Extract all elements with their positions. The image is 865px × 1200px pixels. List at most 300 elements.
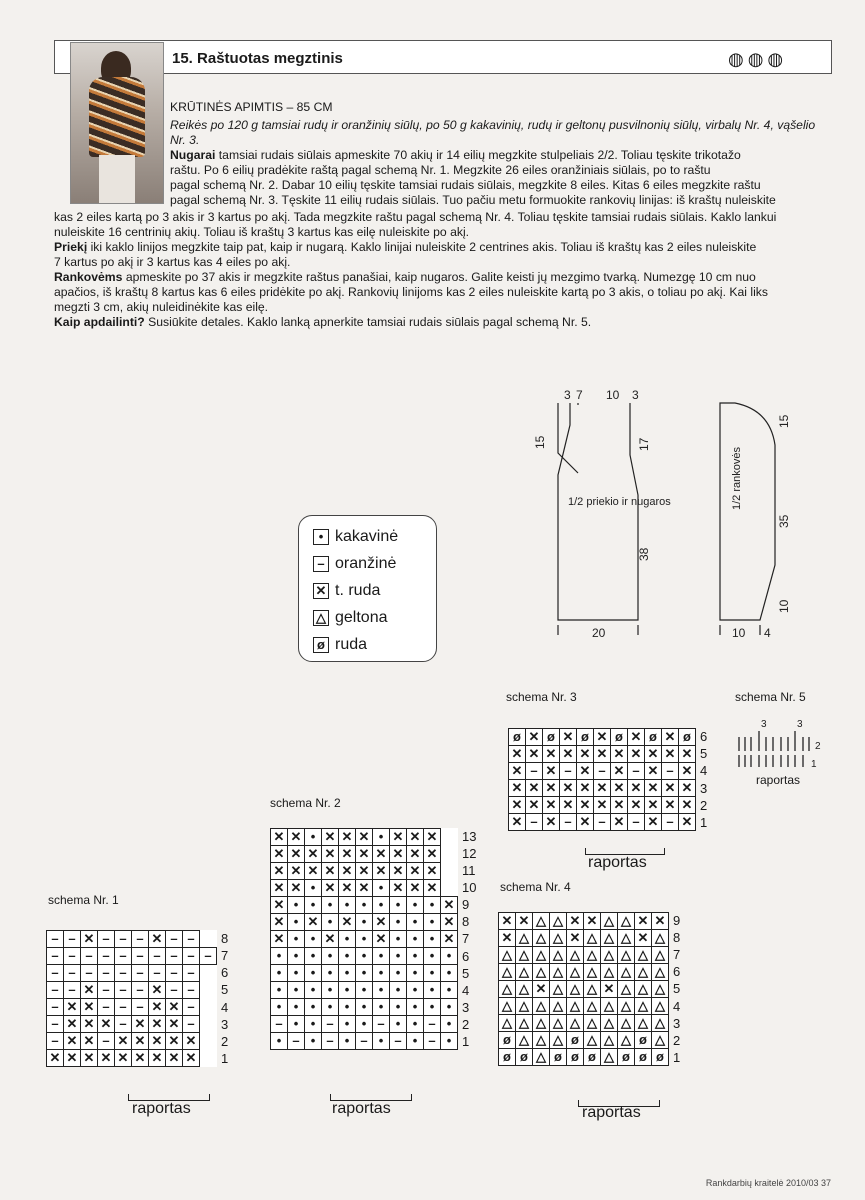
stitch-cell: △ [516, 930, 533, 947]
stitch-cell: ✕ [509, 814, 526, 831]
stitch-cell: • [373, 880, 390, 897]
stitch-cell: ✕ [424, 846, 441, 863]
legend-item [313, 555, 396, 573]
stitch-cell: ✕ [567, 930, 584, 947]
stitch-cell: – [373, 1016, 390, 1033]
stitch-cell: • [322, 982, 339, 999]
stitch-cell: – [47, 948, 64, 965]
stitch-cell: – [64, 965, 81, 982]
stitch-cell: – [424, 1016, 441, 1033]
stitch-cell: – [628, 763, 645, 780]
stitch-cell: • [390, 999, 407, 1016]
stitch-cell: ✕ [662, 746, 679, 763]
row-number: 7 [221, 948, 229, 964]
row-number: 4 [700, 763, 708, 779]
stitch-cell: • [390, 965, 407, 982]
dim-width: 20 [592, 626, 606, 640]
stitch-cell: ✕ [356, 829, 373, 846]
stitch-cell: ✕ [441, 897, 458, 914]
grid-row [499, 913, 669, 930]
s1-table [46, 930, 217, 1067]
schema1-raportas: raportas [132, 1100, 191, 1117]
schema3-raportas: raportas [588, 854, 647, 871]
stitch-cell: ✕ [611, 763, 628, 780]
stitch-cell: • [441, 982, 458, 999]
stitch-cell: – [271, 1016, 288, 1033]
stitch-cell: • [339, 1033, 356, 1050]
row-number: 6 [673, 964, 681, 980]
stitch-cell: ø [567, 1049, 584, 1066]
stitch-cell: ✕ [645, 780, 662, 797]
stitch-cell: • [288, 982, 305, 999]
stitch-cell: • [271, 948, 288, 965]
stitch-cell: ✕ [132, 1050, 149, 1067]
stitch-cell: • [339, 897, 356, 914]
stitch-cell: • [288, 999, 305, 1016]
stitch-cell: ✕ [543, 797, 560, 814]
stitch-cell: – [149, 965, 166, 982]
grid-row [47, 1033, 217, 1050]
schema4-raportas: raportas [582, 1104, 641, 1121]
stitch-cell: – [47, 965, 64, 982]
stitch-cell: – [356, 1033, 373, 1050]
stitch-cell: • [305, 1033, 322, 1050]
stitch-cell: • [322, 948, 339, 965]
stitch-cell: △ [550, 930, 567, 947]
stitch-cell: • [424, 931, 441, 948]
stitch-cell: △ [584, 998, 601, 1015]
back-text-1: tamsiai rudais siūlais apmeskite 70 akių ir 14 eilių megzkite stulpeliais 2/2. Toliau tęskite trikotažo [218, 148, 741, 162]
grid-row [499, 964, 669, 981]
size-line: KRŪTINĖS APIMTIS – 85 CM [170, 100, 333, 114]
row-number: 3 [673, 1015, 681, 1031]
stitch-cell: ✕ [271, 897, 288, 914]
body-text [54, 210, 830, 330]
stitch-cell: ✕ [47, 1050, 64, 1067]
stitch-cell: – [424, 1033, 441, 1050]
sleeve-piece-label: 1/2 rankovės [731, 447, 743, 510]
stitch-cell: • [424, 948, 441, 965]
stitch-cell: • [373, 948, 390, 965]
stitch-cell: ✕ [373, 863, 390, 880]
stitch-cell: ✕ [560, 797, 577, 814]
stitch-cell: • [390, 914, 407, 931]
stitch-cell: △ [601, 930, 618, 947]
front-paragraph [54, 240, 830, 255]
stitch-cell: △ [584, 981, 601, 998]
stitch-cell: ✕ [339, 880, 356, 897]
stitch-cell: △ [601, 964, 618, 981]
grid-row [271, 999, 458, 1016]
row-number: 8 [221, 931, 229, 946]
grid-row [499, 1049, 669, 1066]
stitch-cell: △ [652, 930, 669, 947]
stitch-cell: △ [652, 1015, 669, 1032]
stitch-cell: ✕ [149, 1050, 166, 1067]
stitch-cell: ✕ [441, 914, 458, 931]
stitch-cell: – [115, 931, 132, 948]
row-number: 3 [462, 999, 470, 1015]
grid-row [509, 780, 696, 797]
stitch-cell: △ [499, 947, 516, 964]
grid-row [271, 1016, 458, 1033]
stitch-cell: ✕ [81, 931, 98, 948]
grid-row [47, 931, 217, 948]
stitch-cell: ✕ [81, 1050, 98, 1067]
row-number: 5 [673, 981, 681, 997]
stitch-cell: • [339, 982, 356, 999]
stitch-cell: ✕ [166, 1016, 183, 1033]
stitch-cell: ✕ [356, 846, 373, 863]
stitch-cell: • [356, 1016, 373, 1033]
stitch-cell: ✕ [526, 729, 543, 746]
stitch-cell: – [183, 1016, 200, 1033]
grid-row [47, 1016, 217, 1033]
stitch-cell: • [322, 999, 339, 1016]
article-title: 15. Raštuotas megztinis [172, 50, 343, 67]
stitch-cell: ✕ [149, 999, 166, 1016]
stitch-cell: • [373, 897, 390, 914]
stitch-cell: ✕ [679, 780, 696, 797]
row-number: 5 [700, 746, 708, 762]
stitch-cell: ø [499, 1032, 516, 1049]
body-line: iki kaklo linijos megzkite taip pat, kaip ir nugarą. Kaklo linijai nuleiskite 2 centrines akis. Toliau iš kraštų kas 2 eiles nuleiskite [90, 240, 757, 254]
stitch-cell: △ [550, 913, 567, 930]
stitch-cell: ✕ [339, 829, 356, 846]
stitch-cell: • [356, 931, 373, 948]
stitch-cell: ø [679, 729, 696, 746]
stitch-cell: ✕ [424, 880, 441, 897]
stitch-cell: • [356, 965, 373, 982]
stitch-cell: ✕ [98, 1050, 115, 1067]
cross-icon: ✕ [313, 583, 329, 599]
stitch-cell: ✕ [64, 1016, 81, 1033]
row-number: 8 [673, 930, 681, 946]
stitch-cell: • [356, 982, 373, 999]
stitch-cell: • [322, 965, 339, 982]
stitch-cell: ✕ [594, 780, 611, 797]
stitch-cell: △ [516, 1015, 533, 1032]
s4-table [498, 912, 669, 1066]
stitch-cell: ø [516, 1049, 533, 1066]
schema5-sup: 3 [797, 719, 803, 730]
model-photo [70, 42, 164, 204]
stitch-cell: – [390, 1033, 407, 1050]
stitch-cell: △ [567, 964, 584, 981]
row-number: 5 [221, 982, 229, 998]
finish-label: Kaip apdailinti? [54, 315, 145, 329]
stitch-cell: ✕ [64, 1033, 81, 1050]
row-number: 3 [700, 780, 708, 796]
stitch-cell: ✕ [407, 846, 424, 863]
stitch-cell: – [64, 982, 81, 999]
stitch-cell: – [47, 999, 64, 1016]
stitch-cell: ✕ [645, 814, 662, 831]
stitch-cell: △ [533, 913, 550, 930]
dash-icon: – [313, 556, 329, 572]
stitch-cell: △ [516, 1032, 533, 1049]
stitch-cell: – [662, 814, 679, 831]
dim-top-mid: 10 [606, 388, 620, 402]
stitch-cell: ✕ [322, 863, 339, 880]
stitch-cell: △ [618, 913, 635, 930]
stitch-cell: ✕ [628, 780, 645, 797]
sleeves-paragraph [54, 270, 830, 285]
stitch-cell: – [288, 1033, 305, 1050]
grid-row [271, 1033, 458, 1050]
stitch-cell: – [132, 931, 149, 948]
stitch-cell: – [47, 1016, 64, 1033]
stitch-cell: ✕ [594, 729, 611, 746]
stitch-cell: • [424, 965, 441, 982]
stitch-cell: – [560, 763, 577, 780]
stitch-cell: ✕ [390, 863, 407, 880]
stitch-cell: ✕ [115, 1050, 132, 1067]
stitch-cell: ✕ [407, 880, 424, 897]
stitch-cell: • [373, 1033, 390, 1050]
stitch-cell: • [356, 897, 373, 914]
stitch-cell: ø [618, 1049, 635, 1066]
stitch-cell: ✕ [339, 846, 356, 863]
stitch-cell: ✕ [288, 880, 305, 897]
back-text-3: pagal schemą Nr. 2. Dabar 10 eilių tęskite tamsiai rudais siūlais, megzkite 8 eiles. Kitas 6 eiles megzkite raštu [170, 178, 761, 192]
schema2-raportas: raportas [332, 1100, 391, 1117]
stitch-cell: ✕ [183, 1050, 200, 1067]
stitch-cell: ✕ [322, 931, 339, 948]
stitch-cell: – [628, 814, 645, 831]
stitch-cell: • [441, 965, 458, 982]
sleeve-dim-top: 15 [777, 414, 791, 428]
stitch-cell: △ [635, 998, 652, 1015]
stitch-cell: ✕ [611, 814, 628, 831]
row-number: 7 [673, 947, 681, 963]
stitch-cell: • [271, 999, 288, 1016]
stitch-cell: ✕ [166, 999, 183, 1016]
row-number: 6 [221, 965, 229, 981]
grid-row [47, 982, 217, 999]
stitch-cell: ✕ [356, 863, 373, 880]
stitch-cell: ø [584, 1049, 601, 1066]
stitch-cell: △ [550, 1015, 567, 1032]
stitch-cell: △ [567, 1015, 584, 1032]
row-number: 6 [700, 729, 708, 744]
stitch-cell: – [115, 948, 132, 965]
stitch-cell: • [424, 982, 441, 999]
stitch-cell: • [373, 982, 390, 999]
color-legend [298, 515, 437, 662]
stitch-cell: ✕ [577, 746, 594, 763]
row-number: 13 [462, 829, 477, 844]
stitch-cell: ✕ [322, 846, 339, 863]
stitch-cell: △ [533, 964, 550, 981]
row-number: 9 [462, 897, 470, 913]
stitch-cell: • [407, 1033, 424, 1050]
stitch-cell: ✕ [526, 746, 543, 763]
grid-row [271, 931, 458, 948]
grid-row [271, 863, 458, 880]
dim-top-l: 3 [564, 388, 571, 402]
stitch-cell: ✕ [611, 780, 628, 797]
stitch-cell: • [288, 931, 305, 948]
stitch-cell: ✕ [560, 780, 577, 797]
stitch-cell: • [390, 931, 407, 948]
stitch-cell: – [47, 982, 64, 999]
schema5-raportas: raportas [756, 773, 801, 787]
stitch-cell: • [288, 897, 305, 914]
legend-label: kakavinė [335, 528, 399, 545]
stitch-cell: – [166, 948, 183, 965]
stitch-cell: △ [601, 1032, 618, 1049]
stitch-cell: ✕ [373, 931, 390, 948]
stitch-cell: – [64, 931, 81, 948]
stitch-cell: – [98, 965, 115, 982]
stitch-cell: △ [601, 913, 618, 930]
stitch-cell: ✕ [567, 913, 584, 930]
stitch-cell: ✕ [499, 913, 516, 930]
stitch-cell: △ [618, 930, 635, 947]
grid-row [271, 914, 458, 931]
stitch-cell: ✕ [149, 931, 166, 948]
stitch-cell: ✕ [305, 914, 322, 931]
stitch-cell: – [322, 1033, 339, 1050]
row-number: 4 [673, 998, 681, 1014]
stitch-cell: – [98, 999, 115, 1016]
stitch-cell: • [305, 931, 322, 948]
stitch-cell: △ [550, 1032, 567, 1049]
stitch-cell: ✕ [288, 863, 305, 880]
stitch-cell: ✕ [132, 1016, 149, 1033]
stitch-cell: △ [533, 1015, 550, 1032]
stitch-cell: – [132, 999, 149, 1016]
stitch-cell: • [356, 999, 373, 1016]
stitch-cell: • [339, 1016, 356, 1033]
stitch-cell: ✕ [149, 1033, 166, 1050]
stitch-cell: △ [601, 1049, 618, 1066]
stitch-cell: △ [635, 964, 652, 981]
body-piece-label: 1/2 priekio ir nugaros [568, 496, 671, 508]
stitch-cell: ✕ [645, 746, 662, 763]
stitch-cell: △ [550, 964, 567, 981]
stitch-cell: – [98, 948, 115, 965]
grid-row [271, 965, 458, 982]
stitch-cell: ø [635, 1049, 652, 1066]
stitch-cell: – [47, 931, 64, 948]
stitch-cell: • [305, 829, 322, 846]
stitch-cell: • [356, 948, 373, 965]
materials-text: Reikės po 120 g tamsiai rudų ir oranžinių siūlų, po 50 g kakavinių, rudų ir geltonų pusvilnonių siūlų, virbalų Nr. 4, vąšelio Nr. 3. [170, 118, 816, 147]
stitch-cell: – [98, 982, 115, 999]
stitch-cell: ✕ [424, 829, 441, 846]
stitch-cell: • [305, 880, 322, 897]
stitch-cell: • [271, 982, 288, 999]
stitch-cell: ✕ [543, 763, 560, 780]
stitch-cell: ✕ [611, 797, 628, 814]
legend-item [313, 636, 367, 654]
stitch-cell: ✕ [407, 829, 424, 846]
pattern-diagram [530, 385, 830, 650]
stitch-cell: • [407, 897, 424, 914]
triangle-icon: △ [313, 610, 329, 626]
stitch-cell: ✕ [288, 829, 305, 846]
stitch-cell: ✕ [390, 829, 407, 846]
stitch-cell: ø [611, 729, 628, 746]
grid-row [47, 948, 217, 965]
stitch-cell: ✕ [679, 814, 696, 831]
stitch-cell: △ [533, 930, 550, 947]
schema2-caption: schema Nr. 2 [270, 796, 341, 810]
stitch-cell: • [407, 965, 424, 982]
stitch-cell: ✕ [271, 880, 288, 897]
stitch-cell: ✕ [407, 863, 424, 880]
legend-item [313, 582, 380, 600]
stitch-cell: – [81, 965, 98, 982]
stitch-cell: – [183, 965, 200, 982]
row-number: 12 [462, 846, 477, 862]
stitch-cell: ✕ [271, 931, 288, 948]
grid-row [271, 846, 458, 863]
stitch-cell: ø [499, 1049, 516, 1066]
stitch-cell: • [390, 897, 407, 914]
back-label: Nugarai [170, 148, 216, 162]
legend-label: geltona [335, 609, 388, 626]
stitch-cell: ✕ [509, 797, 526, 814]
stitch-cell: ✕ [543, 780, 560, 797]
stitch-cell: ✕ [577, 763, 594, 780]
row-number: 3 [221, 1016, 229, 1032]
s3-table [508, 728, 696, 831]
stitch-cell: △ [618, 947, 635, 964]
stitch-cell: △ [618, 964, 635, 981]
stitch-cell: – [98, 931, 115, 948]
stitch-cell: △ [499, 998, 516, 1015]
row-number: 2 [462, 1016, 470, 1032]
stitch-cell: △ [601, 1015, 618, 1032]
grid-row [509, 729, 696, 746]
back-paragraph [170, 148, 825, 208]
stitch-cell: ✕ [81, 1033, 98, 1050]
stitch-cell: – [149, 948, 166, 965]
stitch-cell: ✕ [679, 797, 696, 814]
stitch-cell: ✕ [64, 1050, 81, 1067]
stitch-cell: △ [567, 998, 584, 1015]
stitch-cell: △ [567, 947, 584, 964]
stitch-cell: • [441, 999, 458, 1016]
stitch-cell: ✕ [390, 846, 407, 863]
stitch-cell: ✕ [132, 1033, 149, 1050]
stitch-cell: • [305, 1016, 322, 1033]
stitch-cell: • [424, 914, 441, 931]
stitch-cell: – [115, 1016, 132, 1033]
stitch-cell: ✕ [645, 763, 662, 780]
stitch-cell: ✕ [594, 797, 611, 814]
row-number: 10 [462, 880, 477, 896]
grid-row [271, 829, 458, 846]
grid-row [509, 814, 696, 831]
stitch-cell: ✕ [533, 981, 550, 998]
stitch-cell: ✕ [679, 746, 696, 763]
stitch-cell: △ [652, 998, 669, 1015]
stitch-cell: – [322, 1016, 339, 1033]
stitch-cell: △ [635, 947, 652, 964]
grid-row [499, 981, 669, 998]
legend-item [313, 609, 388, 627]
grid-row [47, 999, 217, 1016]
stitch-cell: ✕ [305, 863, 322, 880]
stitch-cell: ✕ [356, 880, 373, 897]
grid-row [499, 930, 669, 947]
stitch-cell: ✕ [322, 829, 339, 846]
stitch-cell: ✕ [149, 1016, 166, 1033]
